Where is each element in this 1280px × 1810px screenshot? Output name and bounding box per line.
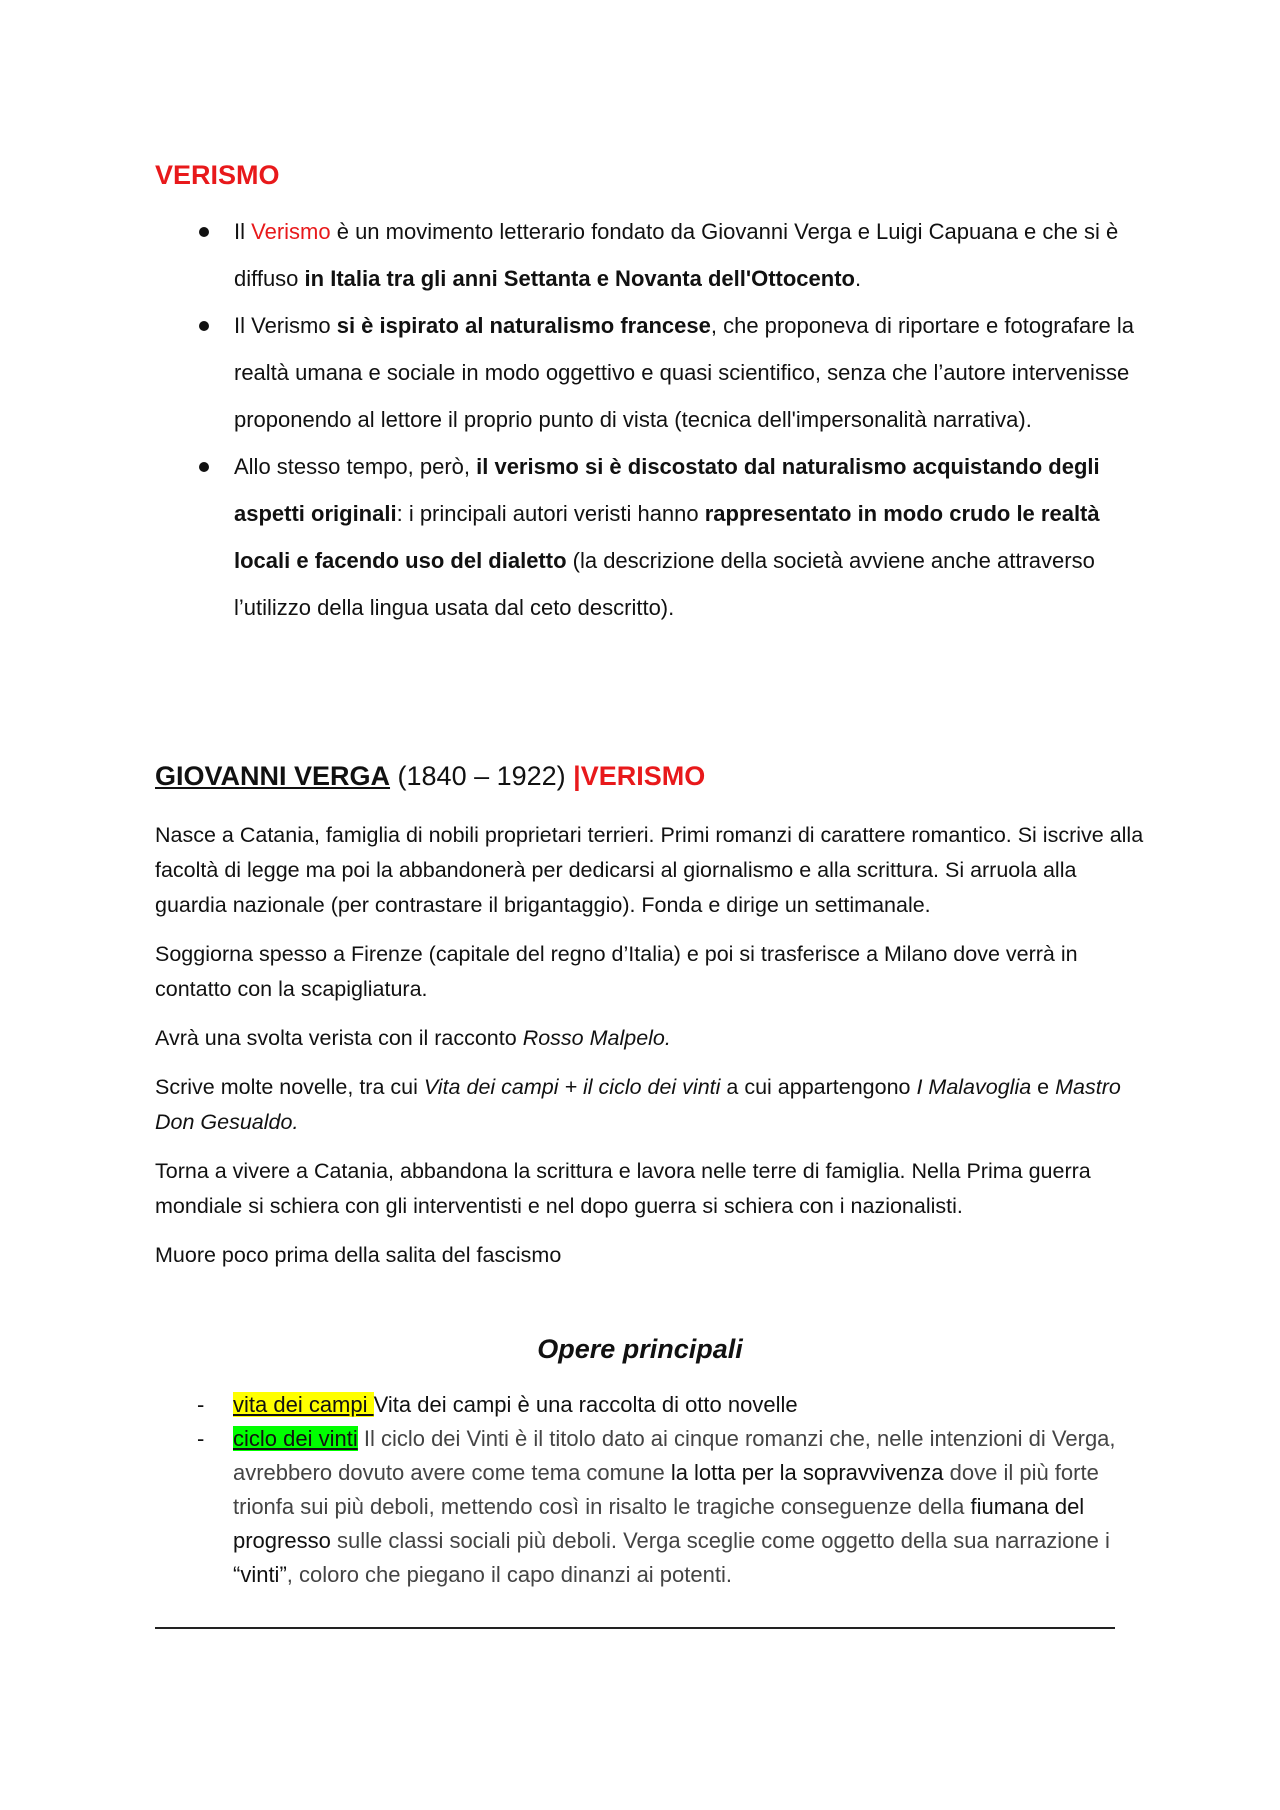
bullet-item: Il Verismo è un movimento letterario fondato da Giovanni Verga e Luigi Capuana e che si è diffuso in Italia tra gli anni Settanta e Novanta dell'Ottocento. bbox=[155, 208, 1145, 302]
verismo-heading: VERISMO bbox=[155, 160, 280, 190]
bullet-dot-icon bbox=[199, 321, 209, 331]
dash-icon: - bbox=[197, 1426, 205, 1451]
opere-list bbox=[155, 1388, 1155, 1592]
bio-paragraph: Avrà una svolta verista con il racconto Rosso Malpelo. bbox=[155, 1026, 671, 1050]
verismo-term: Verismo bbox=[251, 219, 331, 244]
verga-dates: (1840 – 1922) bbox=[390, 761, 574, 791]
verga-name: GIOVANNI VERGA bbox=[155, 761, 391, 791]
bio-paragraph: Scrive molte novelle, tra cui Vita dei campi + il ciclo dei vinti a cui appartengono I Malavoglia e Mastro Don Gesualdo. bbox=[155, 1075, 1121, 1134]
verismo-bullet-list bbox=[155, 208, 1145, 631]
bio-paragraph: Torna a vivere a Catania, abbandona la scrittura e lavora nelle terre di famiglia. Nella Prima guerra mondiale si schiera con gli interventisti e nel dopo guerra si schiera con i nazionalisti. bbox=[155, 1159, 1091, 1218]
verga-biography bbox=[155, 818, 1145, 1287]
dash-icon: - bbox=[197, 1392, 205, 1417]
bullet-dot-icon bbox=[199, 462, 209, 472]
bio-paragraph: Nasce a Catania, famiglia di nobili proprietari terrieri. Primi romanzi di carattere romantico. Si iscrive alla facoltà di legge ma poi la abbandonerà per dedicarsi al giornalismo e alla scrittura. Si arruola alla guardia nazionale (per contrastare il brigantaggio). Fonda e dirige un settimanale. bbox=[155, 823, 1144, 917]
bullet-dot-icon bbox=[199, 227, 209, 237]
opere-heading: Opere principali bbox=[537, 1334, 743, 1364]
opere-label-highlight: ciclo dei vinti bbox=[233, 1426, 358, 1451]
bio-paragraph: Muore poco prima della salita del fascismo bbox=[155, 1243, 562, 1267]
divider-line bbox=[155, 1627, 1115, 1629]
opere-item: - ciclo dei vinti Il ciclo dei Vinti è il titolo dato ai cinque romanzi che, nelle intenzioni di Verga, avrebbero dovuto avere come tema comune la lotta per la sopravvivenza dove il più forte trionfa sui più deboli, mettendo così in risalto le tragiche conseguenze della fiumana del progresso sulle classi sociali più deboli. Verga sceglie come oggetto della sua narrazione i “vinti”, coloro che piegano il capo dinanzi ai potenti. bbox=[155, 1422, 1155, 1592]
bullet-item: Il Verismo si è ispirato al naturalismo francese, che proponeva di riportare e fotografare la realtà umana e sociale in modo oggettivo e quasi scientifico, senza che l’autore intervenisse proponendo al lettore il proprio punto di vista (tecnica dell'impersonalità narrativa). bbox=[155, 302, 1145, 443]
verga-heading bbox=[155, 761, 705, 792]
bio-paragraph: Soggiorna spesso a Firenze (capitale del regno d’Italia) e poi si trasferisce a Milano dove verrà in contatto con la scapigliatura. bbox=[155, 942, 1078, 1001]
verga-tag: |VERISMO bbox=[573, 761, 706, 791]
opere-item: - vita dei campi Vita dei campi è una raccolta di otto novelle bbox=[155, 1388, 1155, 1422]
opere-label-highlight: vita dei campi bbox=[233, 1392, 374, 1417]
bullet-item: Allo stesso tempo, però, il verismo si è discostato dal naturalismo acquistando degli aspetti originali: i principali autori veristi hanno rappresentato in modo crudo le realtà locali e facendo uso del dialetto (la descrizione della società avviene anche attraverso l’utilizzo della lingua usata dal ceto descritto). bbox=[155, 443, 1145, 631]
